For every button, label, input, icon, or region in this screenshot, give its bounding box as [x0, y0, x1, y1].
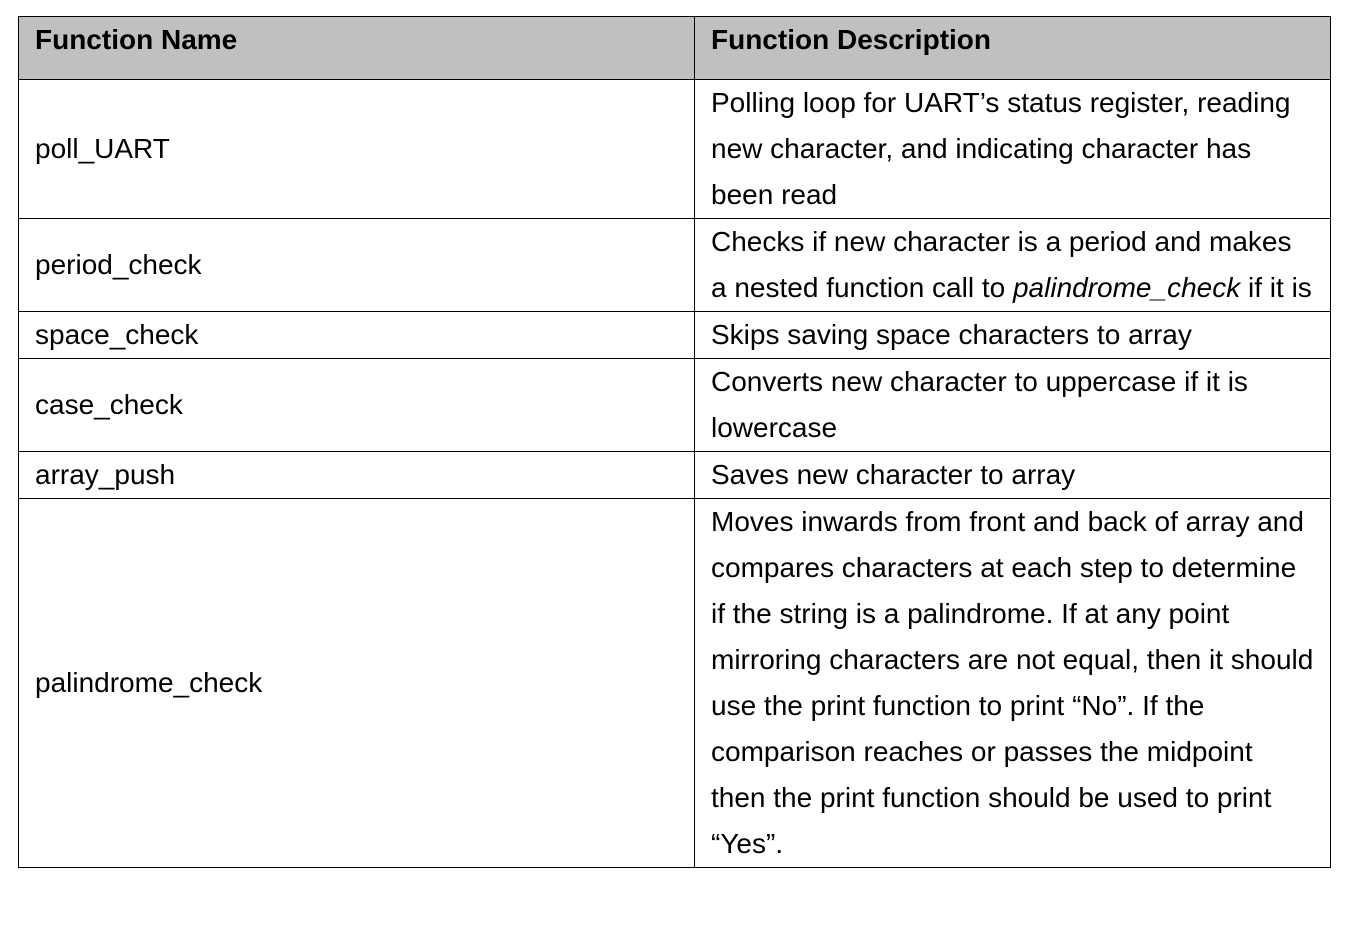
function-description-cell: Skips saving space characters to array [695, 312, 1331, 359]
description-text: if it is [1240, 272, 1312, 303]
table-row [19, 219, 1331, 312]
function-name-cell: space_check [19, 312, 695, 359]
header-function-description: Function Description [695, 17, 1331, 80]
table-header-row [19, 17, 1331, 80]
function-name-cell: array_push [19, 452, 695, 499]
function-description-cell [695, 219, 1331, 312]
function-description-cell: Moves inwards from front and back of array and compares characters at each step to determine if the string is a palindrome. If at any point mirroring characters are not equal, then it should use the print function to print “No”. If the comparison reaches or passes the midpoint then the print function should be used to print “Yes”. [695, 499, 1331, 868]
description-text: Checks if new character is a period and makes a nested function call to [711, 226, 1292, 303]
function-name-cell: period_check [19, 219, 695, 312]
function-description-cell: Converts new character to uppercase if it is lowercase [695, 359, 1331, 452]
table-row [19, 499, 1331, 868]
function-name-cell: palindrome_check [19, 499, 695, 868]
table-row [19, 359, 1331, 452]
function-description-cell: Polling loop for UART’s status register, reading new character, and indicating character has been read [695, 80, 1331, 219]
table-row [19, 452, 1331, 499]
function-name-cell: poll_UART [19, 80, 695, 219]
function-name-cell: case_check [19, 359, 695, 452]
header-function-name: Function Name [19, 17, 695, 80]
table-row [19, 312, 1331, 359]
function-table [18, 16, 1331, 868]
function-description-cell: Saves new character to array [695, 452, 1331, 499]
table-row [19, 80, 1331, 219]
function-reference: palindrome_check [1012, 272, 1241, 303]
